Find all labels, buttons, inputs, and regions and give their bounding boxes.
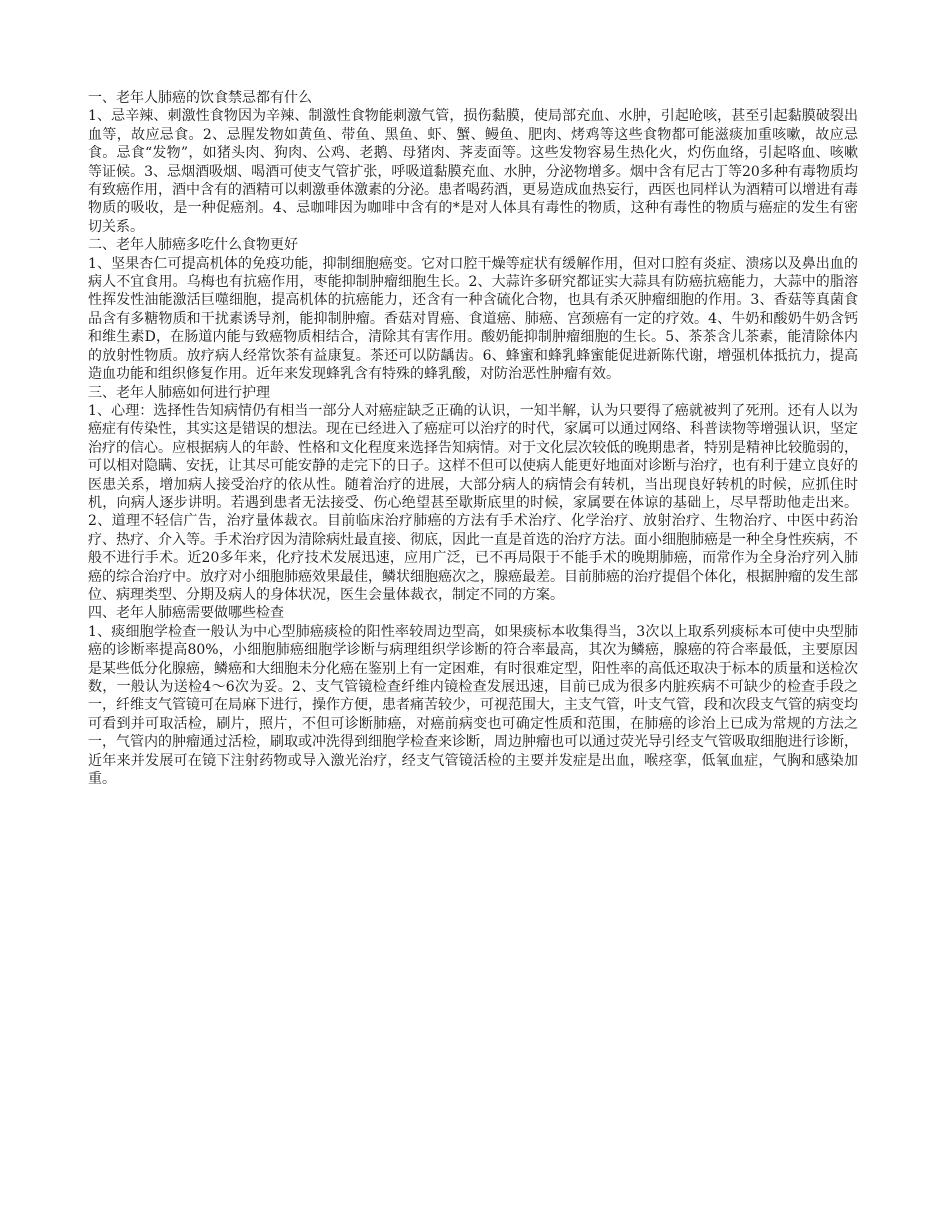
section-1-title: 一、老年人肺癌的饮食禁忌都有什么 <box>88 90 312 106</box>
section-3-body: 1、心理：选择性告知病情仍有相当一部分人对癌症缺乏正确的认识，一知半解，认为只要得了癌就被判了死刑。还有人以为癌症有传染性，其实这是错误的想法。现在已经进入了癌症可以治疗的时代，家属可以通过网络、科普读物等增强认识，坚定治疗的信心。应根据病人的年龄、性格和文化程度来选择告知病情。对于文化层次较低的晚期患者，特别是精神比较脆弱的，可以相对隐瞒、安抚，让其尽可能安静的走完下的日子。这样不但可以使病人能更好地面对诊断与治疗，也有利于建立良好的医患关系，增加病人接受治疗的依从性。随着治疗的进展，大部分病人的病情会有转机，当出现良好转机的时候，应抓住时机，向病人逐步讲明。若遇到患者无法接受、伤心绝望甚至歇斯底里的时候，家属要在体谅的基础上，尽早帮助他走出来。2、道理不轻信广告，治疗量体裁衣。目前临床治疗肺癌的方法有手术治疗、化学治疗、放射治疗、生物治疗、中医中药治疗、热疗、介入等。手术治疗因为清除病灶最直接、彻底，因此一直是首选的治疗方法。面小细胞肺癌是一种全身性疾病，不般不进行手术。近20多年来，化疗技术发展迅速，应用广泛，已不再局限于不能手术的晚期肺癌，而常作为全身治疗列入肺癌的综合治疗中。放疗对小细胞肺癌效果最佳，鳞状细胞癌次之，腺癌最差。目前肺癌的治疗提倡个体化，根据肿瘤的发生部位、病理类型、分期及病人的身体状况，医生会量体裁衣，制定不同的方案。 <box>88 402 858 603</box>
section-1-body: 1、忌辛辣、刺激性食物因为辛辣、制激性食物能刺激气管，损伤黏膜，使局部充血、水肿，引起呛咳，甚至引起黏膜破裂出血等，故应忌食。2、忌腥发物如黄鱼、带鱼、黑鱼、虾、蟹、鳗鱼、肥肉、烤鸡等这些食物都可能滋痰加重咳嗽，故应忌食。忌食“发物”，如猪头肉、狗肉、公鸡、老鹅、母猪肉、荠麦面等。这些发物容易生热化火，灼伤血络，引起咯血、咳嗽等证候。3、忌烟酒吸烟、喝酒可使支气管扩张，呼吸道黏膜充血、水肿，分泌物增多。烟中含有尼古丁等20多种有毒物质均有致癌作用，酒中含有的酒精可以刺激垂体激素的分泌。患者喝药酒，更易造成血热妄行，西医也同样认为酒精可以增进有毒物质的吸收，是一种促癌剂。4、忌咖啡因为咖啡中含有的*是对人体具有毒性的物质，这种有毒性的物质与癌症的发生有密切关系。 <box>88 108 858 235</box>
section-2-body: 1、坚果杏仁可提高机体的免疫功能，抑制细胞癌变。它对口腔干燥等症状有缓解作用，但对口腔有炎症、溃疡以及鼻出血的病人不宜食用。乌梅也有抗癌作用，枣能抑制肿瘤细胞生长。2、大蒜许多研究都证实大蒜具有防癌抗癌能力，大蒜中的脂溶性挥发性油能激活巨噬细胞，提高机体的抗癌能力，还含有一种含硫化合物，也具有杀灭肿瘤细胞的作用。3、香菇等真菌食品含有多糖物质和干扰素诱导剂，能抑制肿瘤。香菇对胃癌、食道癌、肺癌、宫颈癌有一定的疗效。4、牛奶和酸奶牛奶含钙和维生素D，在肠道内能与致癌物质相结合，清除其有害作用。酸奶能抑制肿瘤细胞的生长。5、茶茶含儿茶素，能清除体内的放射性物质。放疗病人经常饮茶有益康复。茶还可以防龋齿。6、蜂蜜和蜂乳蜂蜜能促进新陈代谢，增强机体抵抗力，提高造血功能和组织修复作用。近年来发现蜂乳含有特殊的蜂乳酸，对防治恶性肿瘤有效。 <box>88 255 858 383</box>
section-3-title: 三、老年人肺癌如何进行护理 <box>88 384 270 401</box>
section-2-title: 二、老年人肺癌多吃什么食物更好 <box>88 237 298 254</box>
document-page <box>88 89 858 788</box>
section-4-body: 1、痰细胞学检查一般认为中心型肺癌痰检的阳性率较周边型高，如果痰标本收集得当，3次以上取系列痰标本可使中央型肺癌的诊断率提高80%，小细胞肺癌细胞学诊断与病理组织学诊断的符合率最高，其次为鳞癌，腺癌的符合率最低，主要原因是某些低分化腺癌，鳞癌和大细胞未分化癌在鉴别上有一定困难，有时很难定型，阳性率的高低还取决于标本的质量和送检次数，一般认为送检4～6次为妥。2、支气管镜检查纤维内镜检查发展迅速，目前已成为很多内脏疾病不可缺少的检查手段之一，纤维支气管镜可在局麻下进行，操作方便，患者痛苦较少，可视范围大，主支气管，叶支气管，段和次段支气管的病变均可看到并可取活检，刷片，照片，不但可诊断肺癌，对癌前病变也可确定性质和范围，在肺癌的诊治上已成为常规的方法之一，气管内的肿瘤通过活检，刷取或冲洗得到细胞学检查来诊断，周边肿瘤也可以通过荧光导引经支气管吸取细胞进行诊断，近年来并发展可在镜下注射药物或导入激光治疗，经支气管镜活检的主要并发症是出血，喉痉挛，低氧血症，气胸和感染加重。 <box>88 623 858 788</box>
section-4-title: 四、老年人肺癌需要做哪些检查 <box>88 605 284 622</box>
